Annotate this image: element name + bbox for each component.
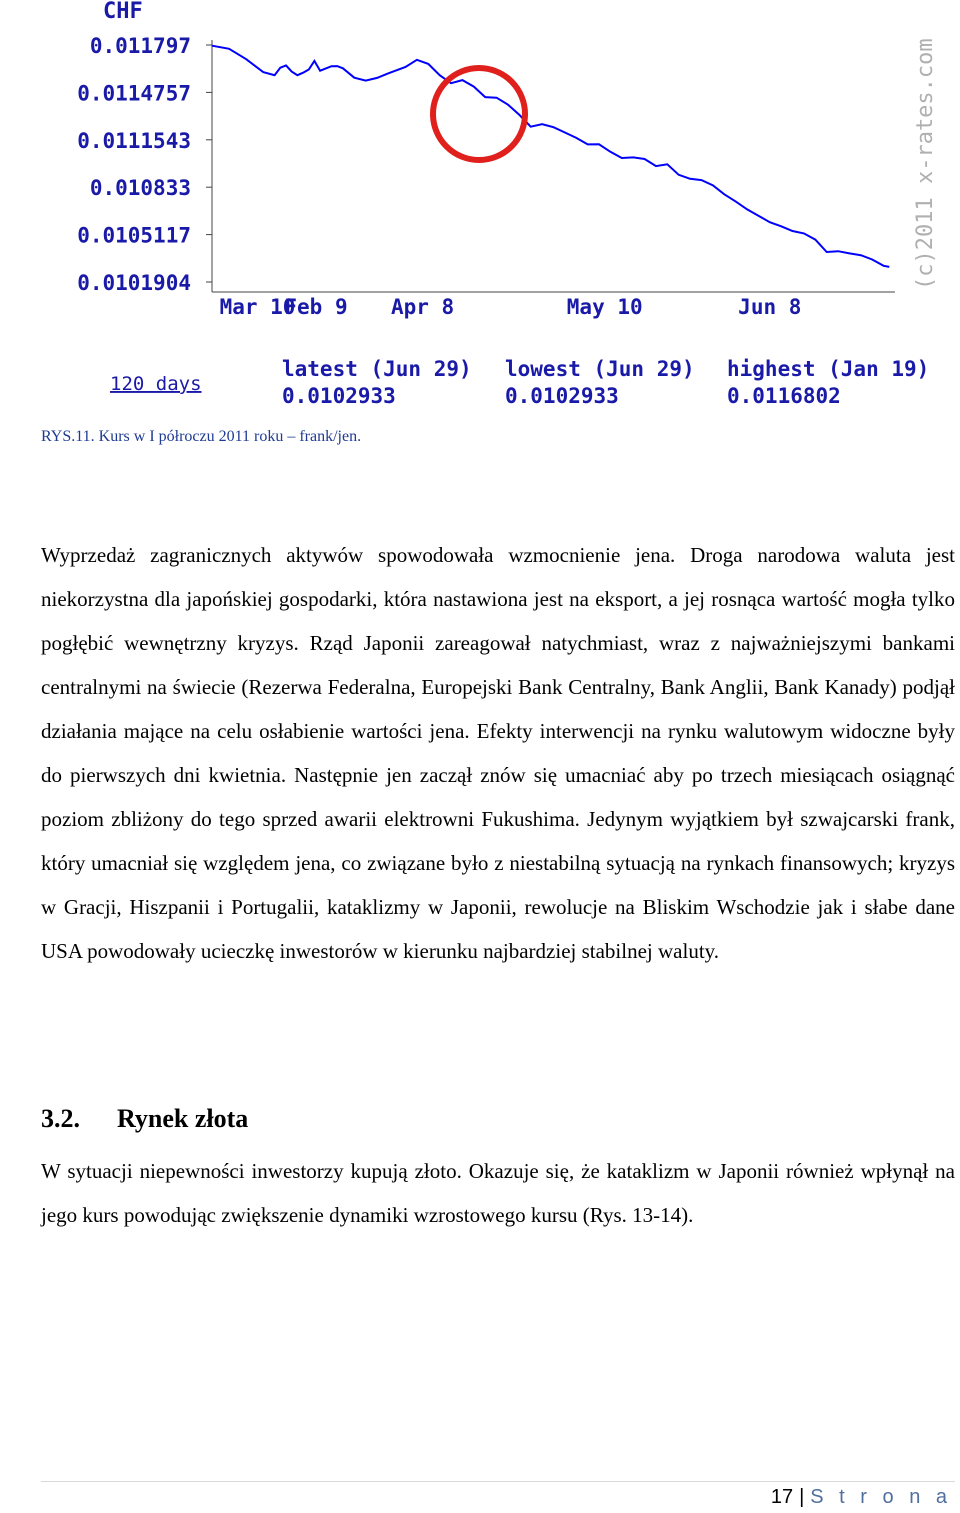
y-tick-label: 0.0101904 [77, 271, 191, 295]
latest-label: latest (Jun 29) [282, 357, 472, 381]
series-line [212, 46, 889, 267]
x-tick-label: Apr 8 [390, 295, 455, 319]
page-number: 17 [770, 1486, 794, 1508]
section-number: 3.2. [41, 1104, 80, 1133]
body-paragraph-1: Wyprzedaż zagranicznych aktywów spowodowała wzmocnienie jena. Droga narodowa waluta jest niekorzystna dla japońskiej gospodarki, która nastawiona jest na eksport, a jej rosnąca wartość mogła tylko pogłębić wewnętrzny kryzys. Rząd Japonii zareagował natychmiast, wraz z najważniejszymi bankami centralnymi na świecie (Rezerwa Federalna, Europejski Bank Centralny, Bank Anglii, Bank Kanady) podjął działania mające na celu osłabienie wartości jena. Efekty interwencji na rynku walutowym widoczne były do pierwszych dni kwietnia. Następnie jen zaczął znów się umacniać aby po trzech miesiącach osiągnąć poziom zbliżony do tego sprzed awarii elektrowni Fukushima. Jedynym wyjątkiem był szwajcarski frank, który umacniał się względem jena, co związane było z niestabilną sytuacją na rynkach finansowych; kryzys w Gracji, Hiszpanii i Portugalii, kataklizmy w Japonii, rewolucje na Bliskim Wschodzie jak i słabe dane USA powodowały ucieczkę inwestorów w kierunku najbardziej stabilnej waluty. [41, 543, 955, 963]
footer-label: S t r o n a [810, 1486, 952, 1508]
x-tick-label: May 10 [566, 295, 643, 319]
section-title: Rynek złota [117, 1104, 249, 1133]
body-paragraph-2: W sytuacji niepewności inwestorzy kupują złoto. Okazuje się, że kataklizm w Japonii również wpłynął na jego kurs powodując zwiększenie dynamiki wzrostowego kursu (Rys. 13-14). [41, 1159, 955, 1227]
exchange-rate-chart [0, 0, 960, 420]
lowest-label: lowest (Jun 29) [505, 357, 695, 381]
x-tick-label: Feb 9 [284, 295, 348, 319]
y-tick-label: 0.0114757 [77, 81, 191, 106]
y-axis-unit-label: CHF [103, 0, 143, 24]
latest-value: 0.0102933 [282, 384, 396, 408]
figure-caption: RYS.11. Kurs w I półroczu 2011 roku – frank/jen. [41, 428, 362, 445]
y-tick-label: 0.010833 [89, 176, 191, 201]
footer-separator: | [799, 1486, 805, 1508]
x-axis-ticks [220, 295, 802, 319]
footer-divider [41, 1481, 955, 1482]
page-footer [771, 1486, 952, 1509]
y-tick-label: 0.0111543 [77, 128, 191, 153]
y-tick-label: 0.011797 [89, 34, 191, 58]
x-tick-label: Jun 8 [738, 295, 802, 319]
watermark: (c)2011 x-rates.com [913, 38, 938, 290]
highlight-circle [433, 68, 525, 160]
x-tick-label: Mar 10 [219, 295, 296, 319]
period-label: 120 days [110, 373, 202, 395]
section-heading [41, 1104, 248, 1134]
lowest-value: 0.0102933 [505, 384, 619, 408]
highest-value: 0.0116802 [727, 384, 841, 408]
y-axis-ticks [77, 34, 212, 295]
highest-label: highest (Jan 19) [727, 357, 930, 381]
y-tick-label: 0.0105117 [77, 223, 191, 248]
